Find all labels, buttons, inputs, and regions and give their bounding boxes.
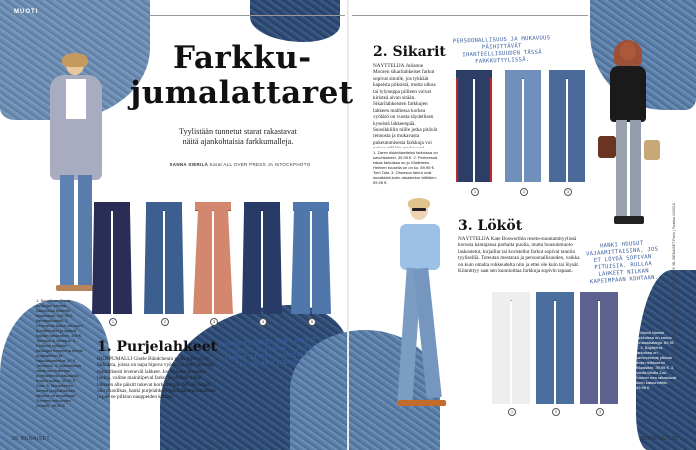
section1-body: HUIPPUMALLI Gisele Bündchenin ylväs tyyli nyyty farkuista, joissa on napa hipova vyötärö ja hetti lantiolta mahtillisesti leveneväl lahkeet. Jos kinnitet klassista lookia, valitse mainitipeval farkut ja yhdistä niihin lakkeen alle päisitt tukevat korkokengät. Mikäli haluat olla muodikas, hanki purjelahkeet puolilääreenmittaisena ja pue ne pilkinn nauppeiden kanssa. bbox=[97, 356, 216, 401]
section3-caption: 1. Monsi Marsin farkkuissa on sanna tumaukkalahja. 89,95 €. 2. Boyfriend-farkuissa on kamuvimmat pikkuis avain teikkuunni Kitaasikin. 39,95 €. 3. Vanta Medio Zoo Kanner nea rakastuvat kurin katsonnittiin. 39,95 €. bbox=[636, 330, 677, 390]
section1-jeans-number-5: 5 bbox=[308, 318, 316, 326]
section1-jeans-1 bbox=[94, 202, 130, 314]
section-label: MUOTI bbox=[14, 9, 39, 15]
folio-right: MENAISET 31 bbox=[640, 436, 678, 442]
julianne-photo bbox=[598, 40, 660, 235]
byline bbox=[150, 162, 330, 167]
section1-jeans-4 bbox=[244, 202, 280, 314]
top-rule-right bbox=[352, 15, 588, 16]
section3-hand-note: HANKI HOUSUT VAJAAMITTAISINA, JOS ET LÖYDÄ SOPIVAN PITUISIA. RULLAA LAHKEET NILKAN KAPEIMPAAN KOHTAAN. bbox=[585, 240, 659, 286]
folio-left: 26 MENAISET bbox=[12, 436, 51, 442]
section1-jeans-number-2: 2 bbox=[161, 318, 169, 326]
section3-jeans-1 bbox=[492, 292, 530, 404]
article-lead: Tyylistään tunnetut starat rakastavat näitä ajankohtaisia farkkumalleja. bbox=[179, 127, 297, 146]
byline-credits: Karat ALL OVER PRESS JA ISTOCKPHOTO bbox=[209, 162, 311, 167]
section3-jeans-number-2: 2 bbox=[552, 408, 560, 416]
section2-jeans-number-3: 3 bbox=[564, 188, 572, 196]
section2-caption: 1. Zaren rikkinäisetteksi farkuissa on savuhkaneet. 39,95 €. 2. Perheessä rakas farkuissa on jo Värähteen. Helmen tuusella on on ku. 89,95 €. Tom Tala. 3. Ohuesca farkut ovat suosikkitä kurin rakastetun viittiläen. 59,95 €. bbox=[373, 150, 438, 185]
section1-jeans-5 bbox=[293, 202, 329, 314]
section1-jeans-number-1: 1 bbox=[109, 318, 117, 326]
article-title-line1: Farkku- bbox=[173, 40, 312, 76]
article-title-line2: jumalattaret bbox=[130, 75, 354, 111]
section1-jeans-3 bbox=[195, 202, 231, 314]
section3-jeans-number-3: 3 bbox=[596, 408, 604, 416]
byline-author: SANNA SIERILÄ bbox=[169, 162, 209, 167]
section3-body: NÄYTTELIJÄ Kate Bosworthin reseto-suuntamityylissä korosta kantajansa parhaita puolia, mutta housunmuoto laskostetut, kirjaillut tai koristellut farkut sopivat tanniin tyyliselliä. Toteutan mestaran ja persoonallisuuden, vaikka on kuin omalta rohkeudelta niin ja ettei ole kuin tai löysät. Kiinnittyy saat sen kunnioittaa farkkuja sopivin tapaan. bbox=[458, 236, 580, 275]
section2-jeans-number-1: 1 bbox=[471, 188, 479, 196]
section3-heading: 3. Lököt bbox=[458, 218, 523, 234]
top-rule bbox=[150, 15, 345, 16]
page-spine bbox=[347, 0, 349, 450]
section1-jeans-number-4: 4 bbox=[259, 318, 267, 326]
photo-credits: © Mediakuvat, kuvasuunnittelu: Heikki Mäki | Kuvittaja: OTK 3D. MENAISET Paino | Taustaa 24/2018 bbox=[672, 203, 676, 360]
section2-body: NÄYTTELIJÄ Julianne Mooren sikarilahkeiset farkut sopivat sinulle, jos tykkäät kapeista pöksistä, mutta ulkoa tai tylyneppa piilleen voivat kiristeä aivan sitään. Sikarilahkeisten farkkujen lahkeen malliessa korkea vyötärö on vuotta täydellisen kyseistä lahkeenpää. Suosikkillin niille jotka pitävät rennosta ja mukavasta pukeutumisesta farkkuja voi bbox=[373, 63, 438, 146]
section2-heading: 2. Sikarit bbox=[373, 44, 446, 60]
section1-jeans-2 bbox=[146, 202, 182, 314]
section3-jeans-number-1: 1 bbox=[508, 408, 516, 416]
kate-photo bbox=[388, 200, 456, 415]
section2-jeans-1 bbox=[456, 70, 492, 182]
section1-hand-note: KROPPA PITENEE, KUN LAHKEET LEVENEVÄT ALASPÄIN - ELIXI FARKUT SITTEN TÄYSPITKÄT TAI VAJAAMITTAISET bbox=[218, 337, 317, 369]
denim-swatch-top-mid bbox=[250, 0, 340, 42]
section2-jeans-3 bbox=[549, 70, 585, 182]
section1-caption: 1. Sporttikas Gisele farkkujen kanssa kaavoissa! teistettu kiudanesty. 119,95 €, Ilamanokrankki. 2. Levenevat farkut vali tauni purkahenkiel ja sijaisia tyyntiin farkkutisen. 109 €. Taimaus & Taimaus. 3. Korkean vyötärön farkkujen kommena leveät purjelahkeet ja vakioasennettua, 57 €, Toiveplus. 4. Mikitarkistys rakas lisa hoikintaa purjelahjeella (takatoilla) leveän mallia. 39,95 €, Zara. 5. Monsikkinen tumma purjelahkeinen farkuna on armokkaat Tummen hihoomien (onheli). 49,95 €. bbox=[36, 298, 83, 408]
section3-jeans-2 bbox=[536, 292, 574, 404]
section2-jeans-number-2: 2 bbox=[520, 188, 528, 196]
section1-heading: 1. Purjelahkeet bbox=[97, 339, 218, 355]
section1-jeans-number-3: 3 bbox=[210, 318, 218, 326]
section2-jeans-2 bbox=[505, 70, 541, 182]
section2-hand-note: PERSOONALLISUUS JA MUKAVUUS PÄIHITTÄVÄT IHANTEELLISUUDEN TÄSSÄ FARKKUTYYLISSÄ. bbox=[452, 35, 551, 65]
section3-jeans-3 bbox=[580, 292, 618, 404]
